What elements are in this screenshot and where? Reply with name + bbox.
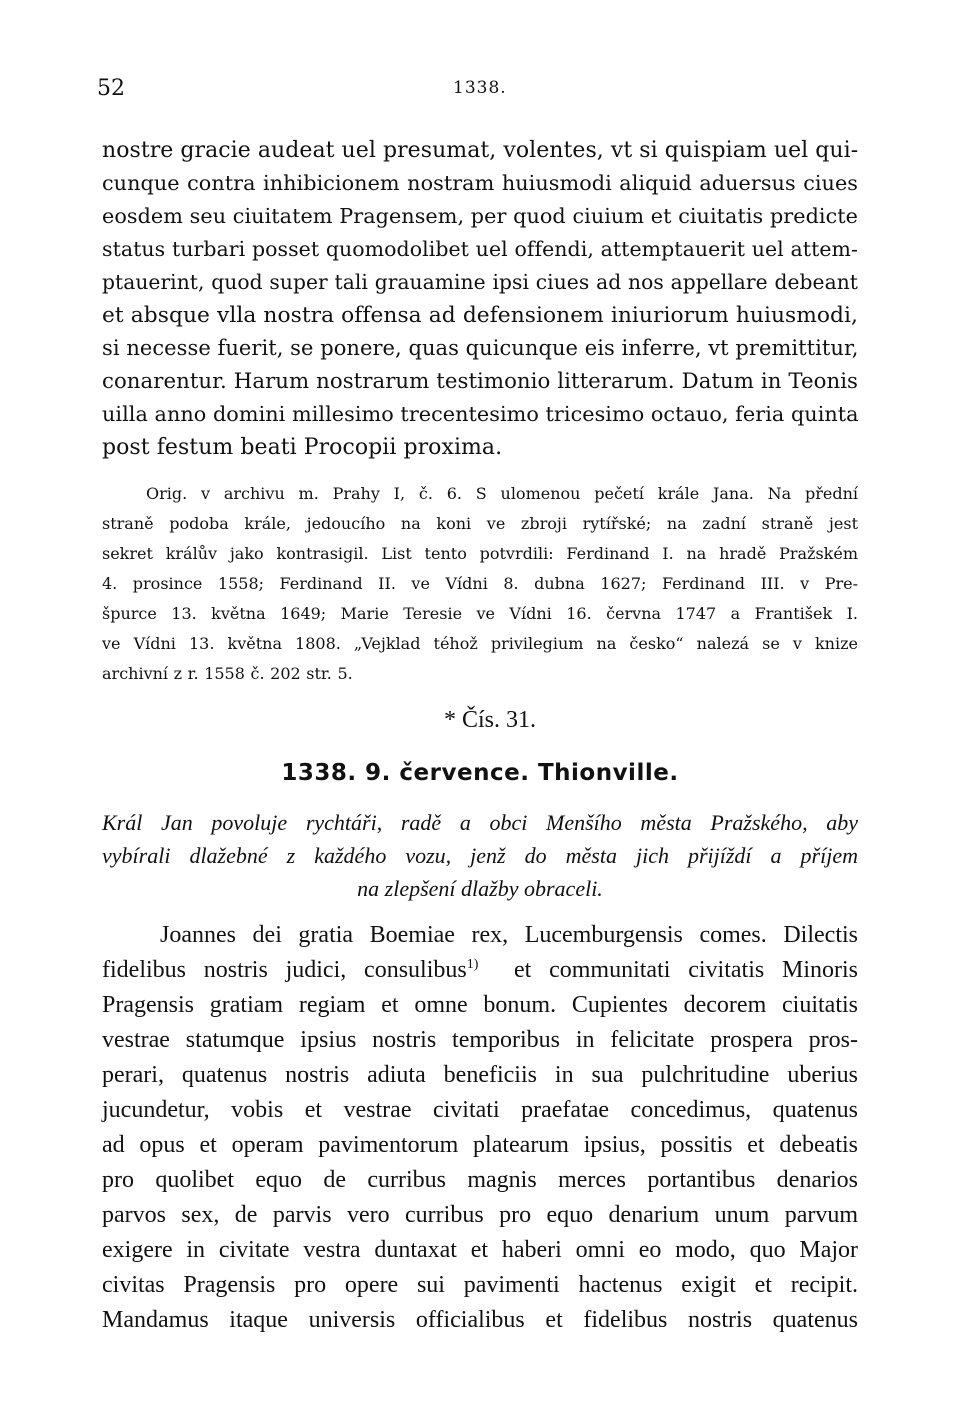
text-line: post festum beati Procopii proxima. [102, 435, 503, 460]
text-line: Pragensis gratiam regiam et omne bonum. Cupientes decorem ciuitatis [102, 992, 858, 1018]
text-line: jucundetur, vobis et vestrae civitati praefatae concedimus, quatenus [102, 1097, 858, 1123]
note-line: sekret králův jako kontrasigil. List tento potvrdili: Ferdinand I. na hradě Pražském [102, 544, 858, 563]
footnote-reference: 1) [466, 957, 479, 972]
summary-line: Král Jan povoluje rychtáři, radě a obci Menšího města Pražského, aby [102, 810, 858, 835]
text-line: civitas Pragensis pro opere sui pavimenti hactenus exigit et recipit. [102, 1272, 858, 1298]
text-line: Joannes dei gratia Boemiae rex, Lucemburgensis comes. Dilectis [160, 922, 858, 948]
text-line: vestrae statumque ipsius nostris temporibus in felicitate prospera pros- [102, 1027, 858, 1053]
summary-line: na zlepšení dlažby obraceli. [357, 876, 603, 901]
text-line: parvos sex, de parvis vero curribus pro equo denarium unum parvum [102, 1202, 858, 1228]
text-line: uilla anno domini millesimo trecentesimo tricesimo octauo, feria quinta [102, 402, 859, 426]
page-header [97, 76, 863, 106]
note-line: archivní z r. 1558 č. 202 str. 5. [102, 664, 353, 683]
note-line: 4. prosince 1558; Ferdinand II. ve Vídni 8. dubna 1627; Ferdinand III. v Pre- [102, 574, 858, 593]
text-fragment: et communitati civitatis Minoris [513, 957, 858, 983]
note-line: ve Vídni 13. května 1808. „Vejklad téhož privilegium na česko“ nalezá se v knize [102, 634, 858, 653]
text-line: exigere in civitate vestra duntaxat et haberi omni eo modo, quo Major [102, 1237, 858, 1263]
note-line: straně podoba krále, jedoucího na koni ve zbroji rytířské; na zadní straně jest [102, 514, 858, 533]
text-line: si necesse fuerit, se ponere, quas quicunque eis inferre, vt premittitur, [102, 336, 859, 360]
page-number: 52 [97, 76, 125, 101]
document-number: * Čís. 31. [443, 707, 536, 733]
text-fragment: fidelibus nostris judici, consulibus [102, 957, 467, 983]
running-year: 1338. [453, 78, 507, 98]
summary-line: vybírali dlažebné z každého vozu, jenž do města jich přijíždí a příjem [102, 843, 858, 868]
text-line: eosdem seu ciuitatem Pragensem, per quod ciuium et ciuitatis predicte [102, 204, 858, 228]
text-line: nostre gracie audeat uel presumat, volentes, vt si quispiam uel qui- [102, 138, 859, 163]
text-line: status turbari posset quomodolibet uel offendi, attemptauerit uel attem- [102, 237, 858, 261]
text-line: ad opus et operam pavimentorum platearum ipsius, possitis et debeatis [102, 1132, 858, 1158]
text-line: perari, quatenus nostris adiuta beneficiis in sua pulchritudine uberius [102, 1062, 858, 1088]
text-line: et absque vlla nostra offensa ad defensionem iniuriorum huiusmodi, [102, 303, 858, 328]
text-line: cunque contra inhibicionem nostram huiusmodi aliquid aduersus ciues [102, 171, 858, 195]
text-line: Mandamus itaque universis officialibus et fidelibus nostris quatenus [102, 1307, 858, 1333]
note-line: Orig. v archivu m. Prahy I, č. 6. S ulomenou pečetí krále Jana. Na přední [146, 484, 858, 503]
text-line: pro quolibet equo de curribus magnis merces portantibus denarios [102, 1167, 858, 1193]
text-line: conarentur. Harum nostrarum testimonio litterarum. Datum in Teonis [102, 369, 858, 394]
document-date-place: 1338. 9. července. Thionville. [281, 760, 679, 786]
text-line [102, 957, 858, 984]
note-line: špurce 13. května 1649; Marie Teresie ve Vídni 16. června 1747 a František I. [102, 604, 858, 623]
text-line: ptauerint, quod super tali grauamine ipsi ciues ad nos appellare debeant [102, 270, 858, 294]
